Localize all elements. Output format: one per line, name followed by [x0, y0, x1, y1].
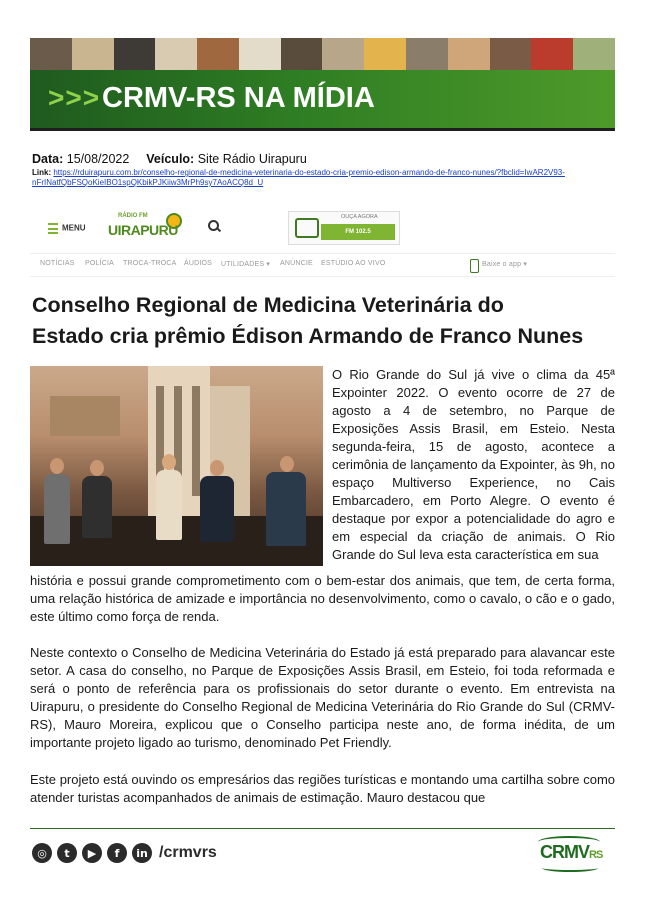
vehicle-value: Site Rádio Uirapuru	[197, 152, 307, 166]
radio-icon	[295, 218, 319, 238]
menu-button[interactable]	[48, 223, 86, 234]
article-paragraph-3: Este projeto está ouvindo os empresários das regiões turísticas e montando uma cartilha sobre como atender turistas acompanhados de animais de estimação. Mauro destacou que	[30, 772, 615, 805]
facebook-icon[interactable]: f	[107, 843, 127, 863]
radio-site-header	[30, 205, 615, 250]
article-headline	[32, 290, 612, 352]
banner-arrows: >>>	[48, 82, 101, 113]
phone-icon	[470, 259, 479, 273]
nav-item-estudio[interactable]: ESTÚDIO AO VIVO	[321, 260, 386, 267]
youtube-icon[interactable]: ▶	[82, 843, 102, 863]
site-nav	[30, 253, 615, 277]
radio-logo-big: UIRAPURU	[108, 222, 178, 238]
source-link-row	[32, 168, 592, 188]
headline-line-2: Estado cria prêmio Édison Armando de Franco Nunes	[32, 324, 584, 348]
nav-item-troca-troca[interactable]: TROCA-TROCA	[123, 260, 177, 267]
article-photo	[30, 366, 323, 566]
app-download-link[interactable]: Baixe o app ▾	[482, 261, 528, 268]
search-icon[interactable]	[208, 220, 219, 231]
instagram-icon[interactable]: ◎	[32, 843, 52, 863]
source-link[interactable]: https://rduirapuru.com.br/conselho-regional-de-medicina-veterinaria-do-estado-cria-premio-edison-armando-de-franco-nunes/?fbclid=IwAR2V93-nFrINatfQbFSQoKieIBO1spQKbikPJKiiw3MrPh9sy7AoACQ8d_U	[32, 168, 565, 187]
banner-title: CRMV-RS NA MÍDIA	[102, 82, 375, 114]
article-paragraph-1-continued: história e possui grande comprometimento com o bem-estar dos animais, que tem, de certa forma, uma relação histórica de amizade e importância no desenvolvimento, como o cavalo, o cão e o gado, este último como força de renda.	[30, 573, 615, 624]
banner-divider	[30, 128, 615, 131]
linkedin-icon[interactable]: in	[132, 843, 152, 863]
crmv-logo-text: CRMV	[540, 842, 589, 862]
nav-item-noticias[interactable]: NOTÍCIAS	[40, 260, 75, 267]
menu-label: MENU	[62, 223, 86, 233]
social-handle: /crmvrs	[159, 844, 217, 861]
link-label: Link:	[32, 168, 52, 177]
radio-logo[interactable]	[108, 213, 183, 243]
footer-divider	[30, 828, 615, 829]
nav-item-utilidades[interactable]: UTILIDADES ▾	[221, 261, 271, 268]
vehicle-label: Veículo:	[146, 152, 195, 166]
crmv-logo	[536, 836, 608, 872]
frequency-button[interactable]: FM 102.5	[321, 224, 395, 240]
crmv-logo-suffix: RS	[589, 849, 603, 861]
radio-logo-small: RÁDIO FM	[118, 213, 148, 219]
article-paragraph-1-side: O Rio Grande do Sul já vive o clima da 45ª Expointer 2022. O evento ocorre de 27 de agosto a 4 de setembro, no Parque de Exposições Assis Brasil, em Esteio. Nesta segunda-feira, 15 de agosto, acontece a cerimônia de lançamento da Expointer, às 9h, no espaço Multiverso Experience, no Cais Embarcadero, em Porto Alegre. O evento é destaque por expor a potencialidade do agro e em especial da criação de animais. O Rio Grande do Sul leva esta característica em sua	[332, 367, 615, 562]
date-value: 15/08/2022	[66, 152, 130, 166]
social-links	[32, 843, 217, 863]
article-paragraph-2: Neste contexto o Conselho de Medicina Veterinária do Estado já está preparado para alavancar este setor. A casa do conselho, no Parque de Exposições Assis Brasil, em Esteio, foi toda reformada e será o ponto de referência para os profissionais do setor durante o evento. Em entrevista na Uirapuru, o presidente do Conselho Regional de Medicina Veterinária do Rio Grande do Sul (CRMV-RS), Mauro Moreira, explicou que o Conselho participa neste ano, de forma inédita, de um importante projeto ligado ao turismo, denominado Pet Friendly.	[30, 645, 615, 750]
hamburger-icon	[48, 223, 58, 234]
header-photo-strip	[30, 38, 615, 70]
headline-line-1: Conselho Regional de Medicina Veterinária do	[32, 293, 504, 317]
date-label: Data:	[32, 152, 64, 166]
listen-now-widget[interactable]	[288, 211, 400, 245]
nav-item-audios[interactable]: ÁUDIOS	[184, 260, 213, 267]
listen-label: OUÇA AGORA	[341, 214, 378, 220]
twitter-icon[interactable]: t	[57, 843, 77, 863]
section-banner	[30, 70, 615, 128]
clipping-meta	[32, 152, 307, 166]
nav-item-anuncie[interactable]: ANÚNCIE	[280, 260, 313, 267]
nav-item-policia[interactable]: POLÍCIA	[85, 260, 115, 267]
